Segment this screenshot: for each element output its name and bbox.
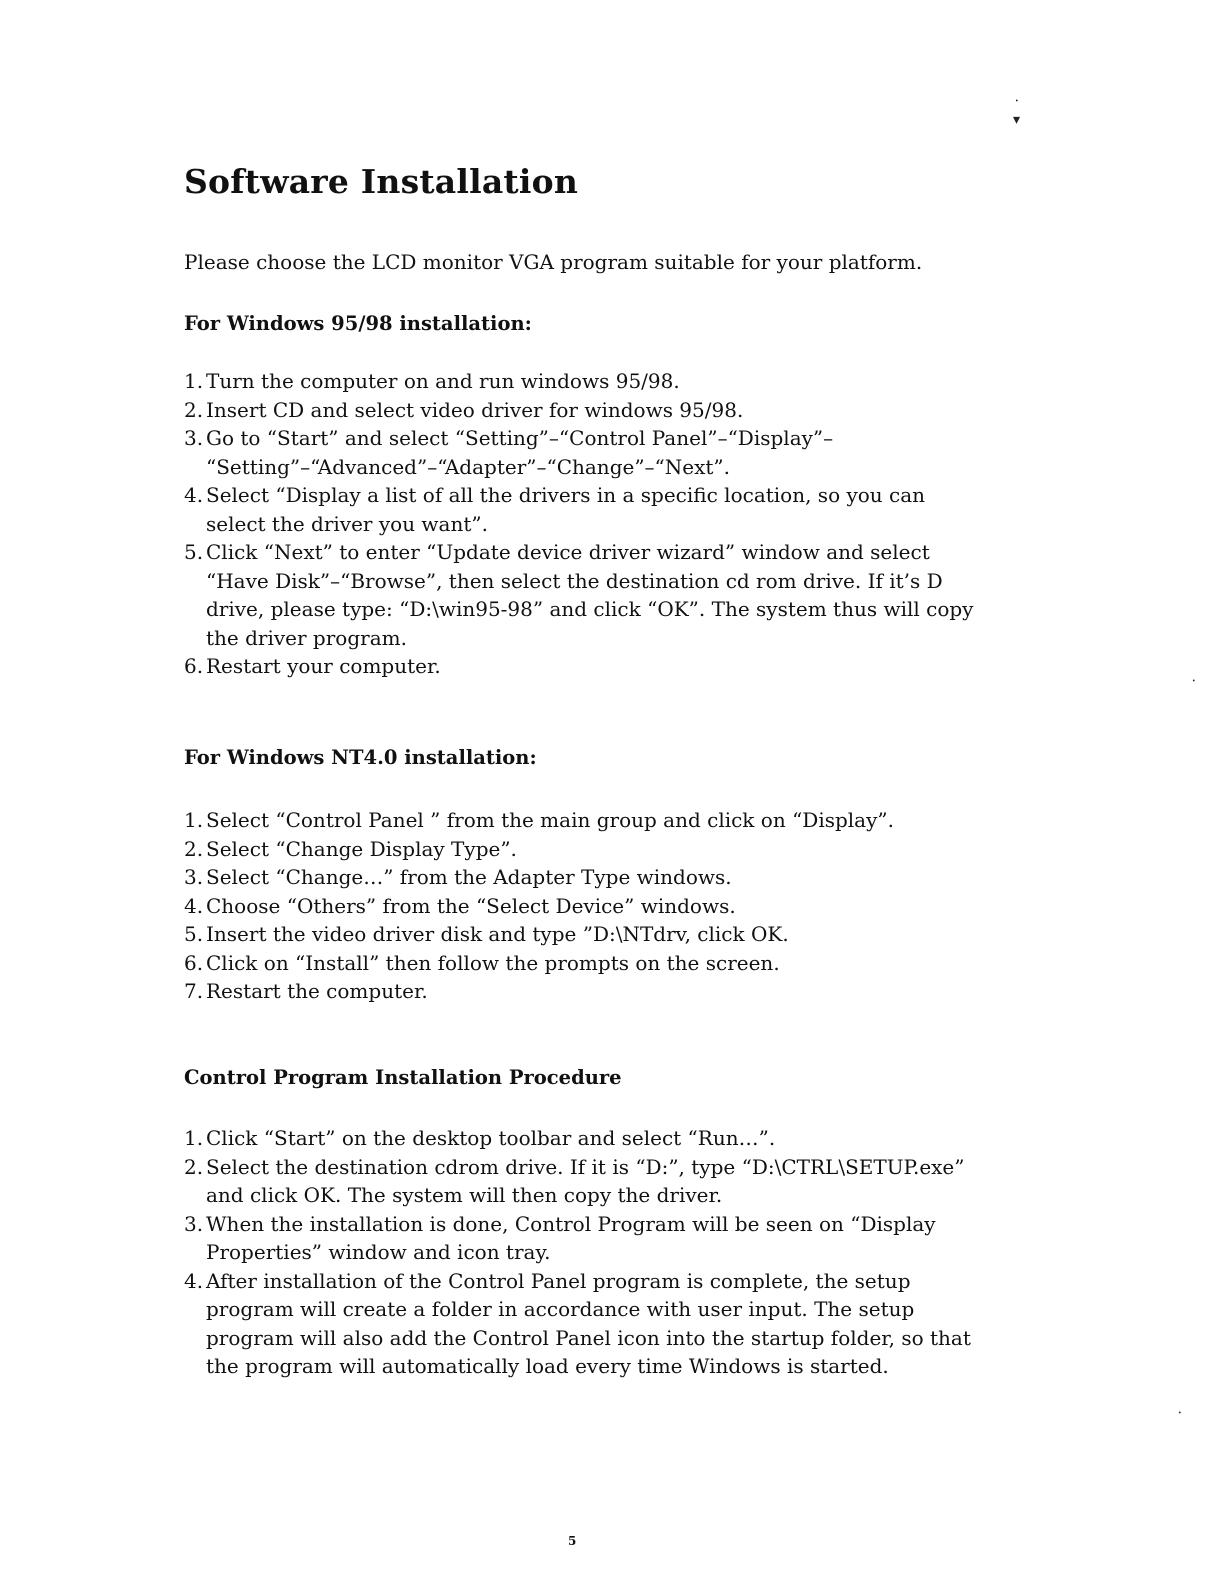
scan-speck-icon: ▾ — [1013, 112, 1021, 128]
list-item: 4. After installation of the Control Panel program is complete, the setup program will create a folder in accordance with user input. The setup program will also add the Control Panel icon into the startup folder, so that the program will automatically load every time Windows is started. — [184, 1268, 971, 1378]
intro-paragraph: Please choose the LCD monitor VGA program suitable for your platform. — [184, 250, 923, 274]
list-item: 3. Go to “Start” and select “Setting”–“Control Panel”–“Display”– “Setting”–“Advanced”–“Adapter”–“Change”–“Next”. — [184, 426, 834, 479]
list-item: 5. Click “Next” to enter “Update device driver wizard” window and select “Have Disk”–“Browse”, then select the destination cd rom drive. If it’s D drive, please type: “D:\win95-98” and click “OK”. The system thus will copy the driver program. — [184, 540, 974, 650]
section-heading-nt4: For Windows NT4.0 installation: — [184, 746, 537, 769]
list-item: 3. When the installation is done, Control Program will be seen on “Display Properties” window and icon tray. — [184, 1211, 936, 1264]
list-item: 2. Select the destination cdrom drive. If it is “D:”, type “D:\CTRL\SETUP.exe” and click OK. The system will then copy the driver. — [184, 1154, 965, 1207]
scan-speck-icon: • — [1178, 1410, 1182, 1417]
list-item: 1. Select “Control Panel ” from the main group and click on “Display”. — [184, 808, 894, 832]
list-item: 6. Restart your computer. — [184, 654, 441, 678]
list-item: 2. Select “Change Display Type”. — [184, 836, 517, 861]
page-title: Software Installation — [184, 162, 579, 201]
list-item: 7. Restart the computer. — [184, 979, 428, 1003]
list-item: 2. Insert CD and select video driver for windows 95/98. — [184, 397, 744, 422]
list-item: 4. Select “Display a list of all the drivers in a specific location, so you can select the driver you want”. — [184, 483, 926, 536]
section-heading-win9x: For Windows 95/98 installation: — [184, 312, 532, 335]
page-number: 5 — [568, 1534, 577, 1548]
list-item: 5. Insert the video driver disk and type ”D:\NTdrv, click OK. — [184, 922, 789, 946]
list-item: 4. Choose “Others” from the “Select Device” windows. — [184, 893, 736, 918]
list-item: 3. Select “Change…” from the Adapter Type windows. — [184, 865, 732, 889]
scan-speck-icon: • — [1192, 678, 1196, 685]
steps-list-nt4 — [184, 806, 1004, 1006]
scan-speck-icon: • — [1015, 98, 1019, 105]
steps-list-win9x — [184, 367, 984, 681]
section-heading-control-program: Control Program Installation Procedure — [184, 1066, 622, 1089]
list-item: 1. Turn the computer on and run windows 95/98. — [184, 369, 680, 393]
list-item: 6. Click on “Install” then follow the prompts on the screen. — [184, 950, 780, 975]
steps-list-control-program — [184, 1124, 984, 1381]
list-item: 1. Click “Start” on the desktop toolbar and select “Run…”. — [184, 1126, 776, 1150]
